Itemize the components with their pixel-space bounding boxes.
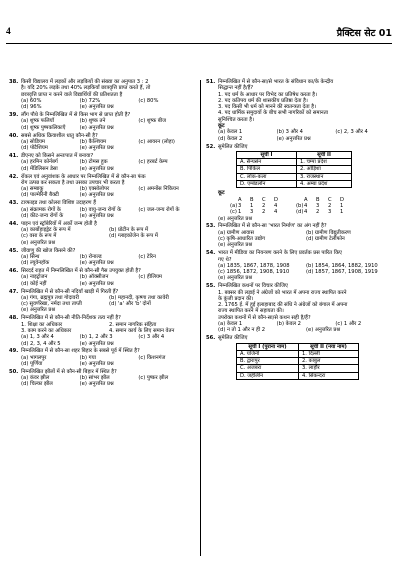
question-48 (9, 315, 197, 346)
option-a: (a) नाइट्रोजन (21, 274, 48, 281)
question-43 (9, 200, 197, 219)
question-53 (206, 223, 394, 248)
option-e: (e) अनुत्तरित प्रश्न (79, 192, 114, 199)
code-cell: 4 (304, 209, 308, 216)
code-cell: (b) (296, 202, 304, 209)
question-55 (206, 283, 394, 333)
option-c: (c) 80% (138, 97, 159, 104)
table-cell: 3. राजस्थान (297, 173, 352, 180)
statement-item: 1. शिक्षा का अधिकार (21, 321, 63, 328)
option-e: (e) अनुत्तरित प्रश्न (21, 239, 56, 246)
option-e: (e) अनुत्तरित प्रश्न (21, 307, 56, 314)
option-d: (d) चिल्का झील (21, 381, 53, 388)
option-b: (b) रोनाल्ड (79, 253, 102, 260)
code-cell: 4 (304, 202, 308, 209)
option-a: (a) ग्रामीण आवास (218, 229, 255, 236)
option-d: (d) केवल 2 (218, 135, 243, 142)
code-cell: B (250, 196, 254, 203)
option-d: (d) ग्रामीण टेलीफोन (306, 236, 345, 243)
table-cell: 4. अम्बा प्रदेश (297, 181, 352, 188)
question-number: 53. (206, 223, 216, 230)
question-number: 47. (9, 288, 19, 295)
question-number: 55. (206, 283, 216, 290)
option-a: (a) शुष्क फलियाँ (21, 118, 54, 125)
option-a: (a) सम्बाकू (21, 186, 44, 193)
option-a: (a) सोडियम (21, 138, 45, 145)
code-grid (206, 197, 394, 216)
option-b: (b) कैल्शियम (79, 138, 107, 145)
code-cell: 3 (316, 202, 320, 209)
question-text: निम्नलिखित झीलों में से कौन-सी बिहार में स्थित है? (21, 368, 117, 375)
table-cell: 4. सिकन्दरा (299, 372, 359, 379)
code-cell: 3 (328, 209, 332, 216)
table-cell: 2. ओड़िशा (297, 166, 352, 173)
code-cell: C (328, 196, 332, 203)
question-41 (9, 153, 197, 172)
option-c: (c) 1856, 1872, 1908, 1910 (218, 269, 290, 276)
code-cell: D (274, 196, 278, 203)
option-d: (d) न तो 1 और न ही 2 (218, 327, 266, 334)
question-text: निम्नलिखित में से कौन-सी नीति-निर्देशक तत्व नहीं है? (21, 315, 121, 322)
option-c: (c) हीलियम (138, 274, 162, 281)
code-cell: 4 (274, 202, 278, 209)
option-c: (c) 2, 3 और 4 (335, 129, 368, 136)
question-number: 51. (206, 79, 216, 85)
question-text: किसी विद्यालय में लड़कों और लड़कियों की संख्या का अनुपात 3 : 2 (21, 79, 149, 85)
option-a: (a) सिन्थ (21, 253, 40, 260)
option-d: (d) कीट-जन्य रोगों के (21, 212, 64, 219)
option-e: (e) अनुत्तरित प्रश्न (306, 327, 341, 334)
table-cell: 1. दिल्ली (299, 350, 359, 357)
option-e: (e) अनुत्तरित प्रश्न (218, 215, 253, 222)
statement-item: 4. पद धार्मिक समुदायों के बीच सभी नागरिकों को समानता (218, 110, 328, 117)
option-d: (d) पोटैशियम (21, 145, 48, 152)
option-b: (b) वायु-जन्य रोगों के (79, 206, 122, 213)
code-cell: A (238, 196, 242, 203)
table-header: सूची II (297, 151, 352, 158)
option-d: (d) 96% (21, 104, 42, 111)
right-column (206, 79, 394, 382)
option-e: (e) अनुत्तरित प्रश्न (79, 280, 114, 287)
table-cell: C. अजबरा (237, 365, 299, 372)
table-cell: D. जहीलीन (237, 372, 299, 379)
option-e: (e) अनुत्तरित प्रश्न (79, 124, 114, 131)
code-cell: 3 (238, 202, 242, 209)
statement-item: 2. 1765 ई. में हुई इलाहाबाद की संधि ने अंग्रेजों को बंगाल में अपना (218, 302, 348, 309)
question-text: गए थे? (218, 256, 232, 263)
page-number: 4 (6, 27, 11, 37)
option-b: (b) ग्रामीण विद्युतीकरण (306, 229, 351, 236)
question-text: जीवाणु की खोज किसने की? (21, 247, 76, 254)
table-row (237, 166, 352, 173)
question-number: 40. (9, 132, 19, 139)
question-number: 41. (9, 153, 19, 160)
code-cell: 2 (262, 209, 266, 216)
option-b: (b) गया (79, 354, 96, 361)
option-d: (d) शुष्क पुष्पकलिकाएँ (21, 124, 66, 131)
statement-item: उपरोक्त कथनों में से कौन-सा/से कथन सही है/हैं? (218, 314, 311, 321)
set-title: प्रैक्टिस सेट 01 (336, 28, 392, 39)
option-b: (b) सांभर झील (79, 375, 110, 382)
option-c: (c) हरबर्ट केम्प (138, 159, 168, 166)
option-a: (a) गंगा, ब्रह्मपुत्र तथा गोदावरी (21, 294, 79, 301)
code-cell: 2 (328, 202, 332, 209)
code-cell: D (340, 196, 344, 203)
option-a: (a) संक्रामक रोगों के (21, 206, 61, 213)
question-text: सिरदर्द राहत में निम्नलिखित में से कौन-सी गैस उपयुक्त होती है? (21, 268, 141, 275)
statement-item: 4. समान कार्य के लिए समान वेतन (109, 327, 175, 334)
question-50 (9, 369, 197, 388)
question-text: निम्नलिखित में से कौन-सा शहर बिहार के सबसे पूर्व में स्थित है? (21, 348, 140, 355)
question-number: 56. (206, 335, 216, 342)
question-number: 46. (9, 268, 19, 275)
question-text: पाइन एवं स्ट्रॉबेरियों में अर्को जन्म होती है (21, 220, 97, 227)
option-c: (c) टेरिन (138, 253, 156, 260)
statement-item: के कुंजी प्रदान की। (218, 295, 254, 302)
code-label: कूट (218, 190, 225, 197)
option-e: (e) अनुत्तरित प्रश्न (276, 135, 311, 142)
question-text: है। यदि 20% लड़के तथा 40% लड़कियाँ छात्रवृत्ति प्राप्त करते हैं, तो (21, 85, 151, 92)
question-45 (9, 248, 197, 267)
question-38 (9, 79, 197, 110)
option-a: (a) हरमिन कोर्नबर्ग (21, 159, 58, 166)
option-c: (c) अमनोंस निकियन (138, 186, 179, 193)
question-text: सिद्धान्त नहीं है/हैं? (218, 85, 254, 92)
code-cell: 4 (274, 209, 278, 216)
table-cell: B. पिकिल (237, 166, 297, 173)
match-table (236, 343, 359, 380)
option-d: (d) 'a' और 'b' दोनों (109, 301, 151, 308)
option-e: (e) अनुत्तरित प्रश्न (218, 242, 253, 249)
question-number: 43. (9, 200, 19, 207)
statement-item: 3. काम करने का अधिकार (21, 327, 72, 334)
table-header: सूची I (पुराना नाम) (237, 343, 299, 350)
table-header: सूची II (नया नाम) (299, 343, 359, 350)
page-header (6, 27, 392, 41)
option-a: (a) केवल 1 (218, 321, 243, 328)
table-row (237, 350, 359, 357)
option-b: (b) महानदी, कृष्णा तथा कावेरी (109, 294, 169, 301)
option-d: (d) कोई नहीं (21, 280, 47, 287)
option-a: (a) कार्बोहाइड्रेट के रूप में (21, 227, 71, 234)
question-44 (9, 221, 197, 246)
table-cell: A. यजिनी (237, 350, 299, 357)
question-text: सबसे अधिक क्रियाशील धातु कौन-सी है? (21, 132, 98, 139)
question-number: 39. (9, 112, 19, 119)
statement-item: 2. पद कतिपय धर्म की शासकीय प्रतिष्ठा देता है। (218, 97, 308, 104)
option-b: (b) 72% (79, 97, 101, 104)
table-row (237, 181, 352, 188)
table-cell: 1. चम्पा प्रदेश (297, 159, 352, 166)
code-cell: 2 (262, 202, 266, 209)
header-rule (6, 43, 392, 44)
table-cell: A. सैन्यसेन (237, 159, 297, 166)
question-text: रोंकल एवं अनुवांशक के आधार पर निम्नलिखित में से कौन-सा फंक (21, 173, 146, 180)
option-e: (e) अनुत्तरित प्रश्न (79, 104, 114, 111)
question-text: सुमेलित कीजिए (218, 335, 248, 342)
question-47 (9, 289, 197, 314)
option-c: (c) शुष्क बीज (138, 118, 166, 125)
question-49 (9, 348, 197, 367)
question-39 (9, 112, 197, 131)
code-cell: 1 (340, 209, 344, 216)
question-text: निम्नलिखित में से कौन-सा/से भारत के संविधान का/के केन्द्रीय (218, 79, 334, 85)
code-cell: 3 (250, 209, 254, 216)
option-d: (d) ग्लाइकोजेन के रूप में (109, 233, 158, 240)
question-51 (206, 79, 394, 142)
option-b: (b) 1, 2 और 3 (79, 334, 113, 341)
statement-item: 3. पद किसी भी धर्म को मानने की स्वतन्त्रता देता है। (218, 104, 316, 111)
question-number: 52. (206, 143, 216, 150)
statement-item: 2. समान नागरिक संहिता (109, 321, 157, 328)
question-text: निम्नलिखित में से कौन-सा 'भारत निर्माण' का अंग नहीं है? (218, 223, 327, 230)
option-a: (a) 60% (21, 97, 42, 104)
option-e: (e) अनुत्तरित प्रश्न (79, 212, 114, 219)
option-d: (d) पूर्णिया (21, 361, 43, 367)
option-a: (a) कंवर झील (21, 375, 50, 382)
option-d: (d) 2, 3, 4 और 5 (21, 340, 61, 347)
question-46 (9, 268, 197, 287)
statement-item: 1. बक्सर की लड़ाई ने अंग्रेजों को भारत में अपना राज्य स्थापित करने (218, 289, 347, 296)
question-text: डीएनए को किसने अन्तःपात में बनाया? (21, 153, 94, 160)
option-c: (c) किशनगंज (138, 354, 166, 361)
statement-item: सुनिश्चित करता है। (218, 116, 254, 123)
table-cell: D. एम्बेडलॉन (237, 181, 297, 188)
option-b: (b) प्रोटीन के रूप में (109, 227, 149, 234)
table-row (237, 159, 352, 166)
table-header: सूची I (237, 151, 297, 158)
option-e: (e) अनुत्तरित प्रश्न (79, 340, 114, 347)
code-cell: 1 (238, 209, 242, 216)
option-c: (c) 1 और 2 (335, 321, 362, 328)
question-54 (206, 250, 394, 281)
question-text: रोग उत्पन्न कर सकता है तथा उसका उपचार भी करता है (21, 179, 125, 186)
option-e: (e) अनुत्तरित प्रश्न (79, 165, 114, 172)
option-a: (a) केवल 1 (218, 129, 243, 136)
question-40 (9, 133, 197, 152)
option-c: (c) 3 और 4 (138, 334, 165, 341)
code-cell: 1 (250, 202, 254, 209)
left-column (9, 79, 197, 389)
option-d: (d) पाल्मेरिनी बैक्टी (21, 192, 59, 199)
option-b: (b) शुष्क तने (79, 118, 106, 125)
question-text: भारत में मीडिया का नियन्त्रण करने के लिए प्रवर्तक प्रस पारित किए (218, 250, 342, 257)
question-number: 54. (206, 250, 216, 257)
question-text: लौंग पौधे के निम्नलिखित में से किस भाग से प्राप्त होती है? (21, 112, 131, 119)
code-cell: A (304, 196, 308, 203)
option-c: (c) आयरन (लोहा) (138, 138, 175, 145)
option-d: (d) मेंडिलिसन डेसा (21, 165, 58, 172)
code-cell: B (316, 196, 320, 203)
question-52 (206, 144, 394, 222)
table-cell: C. लोक-कला (237, 173, 297, 180)
question-number: 49. (9, 348, 19, 355)
option-b: (b) एक्सोलोपर (79, 186, 110, 193)
code-cell: 1 (340, 202, 344, 209)
table-row (237, 173, 352, 180)
question-text: टाय्फाइड तथा कोलरा विशिष्ट उदाहरण हैं (21, 200, 96, 207)
code-cell: (c) (230, 209, 237, 216)
table-cell: B. द्वारापुर (237, 358, 299, 365)
option-b: (b) केवल 2 (276, 321, 301, 328)
option-d: (d) 1857, 1867, 1908, 1919 (306, 269, 378, 276)
code-cell: (a) (230, 202, 238, 209)
table-cell: 2. काबुल (299, 358, 359, 365)
option-e: (e) अनुत्तरित प्रश्न (79, 260, 114, 267)
question-text: सुमेलित कीजिए (218, 143, 248, 150)
question-text: निम्नलिखित कथनों पर विचार कीजिए (218, 283, 288, 290)
option-b: (b) 1854, 1864, 1882, 1910 (306, 262, 378, 269)
statement-item: 1. पद धर्म के आधार पर विभेद का प्रतिषेध करता है। (218, 91, 317, 98)
option-c: (c) सुवर्णरेखा, नर्मदा तथा ताप्ती (21, 301, 82, 308)
option-c: (c) वसा के रूप में (21, 233, 57, 240)
code-cell: (d) (296, 209, 304, 216)
match-table (236, 151, 352, 188)
question-56 (206, 335, 394, 380)
statement-item: राज्य स्थापित करने में सहायता की। (218, 308, 284, 315)
option-b: (b) ऑक्सीजन (79, 274, 109, 281)
question-number: 38. (9, 79, 19, 85)
question-number: 45. (9, 247, 19, 254)
option-b: (b) 3 और 4 (276, 129, 303, 136)
option-e: (e) अनुत्तरित प्रश्न (79, 361, 114, 367)
option-a: (a) 1835, 1867, 1878, 1908 (218, 262, 290, 269)
option-a: (a) भागलपुर (21, 354, 47, 361)
table-row (237, 372, 359, 379)
question-number: 48. (9, 315, 19, 322)
table-cell: 3. लाहौर (299, 365, 359, 372)
question-number: 50. (9, 368, 19, 375)
question-number: 44. (9, 220, 19, 227)
question-42 (9, 174, 197, 199)
question-text: निम्नलिखित में से कौन-सी नदियाँ खाड़ी में गिरती हैं? (21, 288, 119, 295)
table-row (237, 365, 359, 372)
code-cell: C (262, 196, 266, 203)
question-text: छात्रवृत्ति प्राप्त न करने वाले विद्यार्थियों की प्रतिशतता है (21, 91, 123, 98)
option-a: (a) 1, 3 और 4 (21, 334, 54, 341)
table-row (237, 358, 359, 365)
code-label: कूट (218, 123, 225, 130)
option-e: (e) अनुत्तरित प्रश्न (218, 275, 253, 282)
option-b: (b) टोमस हुक (79, 159, 108, 166)
option-e: (e) अनुत्तरित प्रश्न (79, 381, 114, 388)
code-cell: 2 (316, 209, 320, 216)
option-c: (c) जल-जन्य रोगों के (138, 206, 180, 213)
question-number: 42. (9, 173, 19, 180)
option-c: (c) कृषि-आधारित उद्योग (218, 236, 266, 243)
option-d: (d) ल्यूवेनहॉक (21, 260, 50, 267)
column-divider (200, 80, 201, 556)
option-e: (e) अनुत्तरित प्रश्न (79, 145, 114, 152)
option-c: (c) पुष्कर झील (138, 375, 169, 382)
